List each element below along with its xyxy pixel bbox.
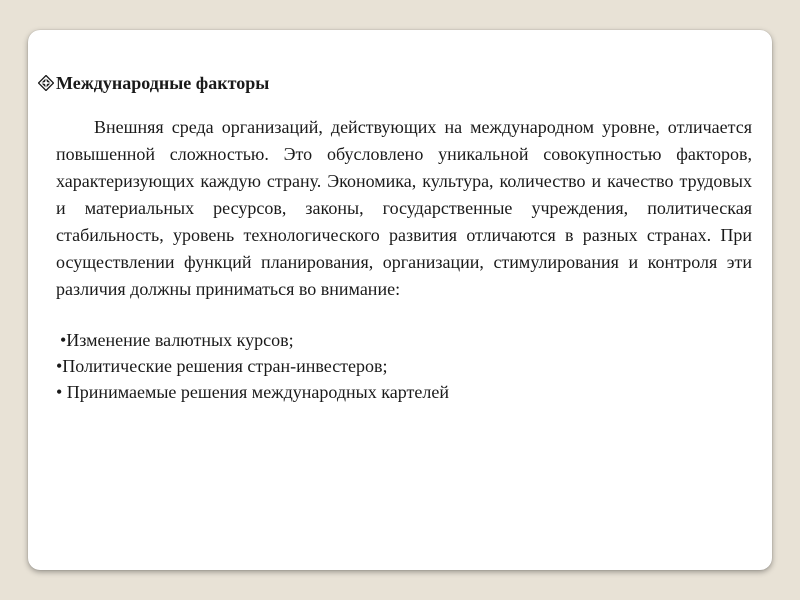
slide-heading: [38, 72, 744, 94]
bullet-list: [56, 327, 744, 405]
heading-text: Международные факторы: [56, 73, 270, 93]
list-item: •Политические решения стран-инвестеров;: [56, 356, 388, 376]
slide-card: [28, 30, 772, 570]
list-item: •Изменение валютных курсов;: [60, 330, 294, 350]
body-paragraph: Внешняя среда организаций, действующих на международном уровне, отличается повышенной сложностью. Это обусловлено уникальной совокупностью факторов, характеризующих каждую страну. Экономика, культура, количество и качество трудовых и материальных ресурсов, законы, государственные учреждения, политическая стабильность, уровень технологического развития отличаются в разных странах. При осуществлении функций планирования, организации, стимулирования и контроля эти различия должны приниматься во внимание:: [56, 117, 752, 299]
list-item: • Принимаемые решения международных картелей: [56, 382, 449, 402]
diamond-bullet-icon: [38, 75, 54, 91]
